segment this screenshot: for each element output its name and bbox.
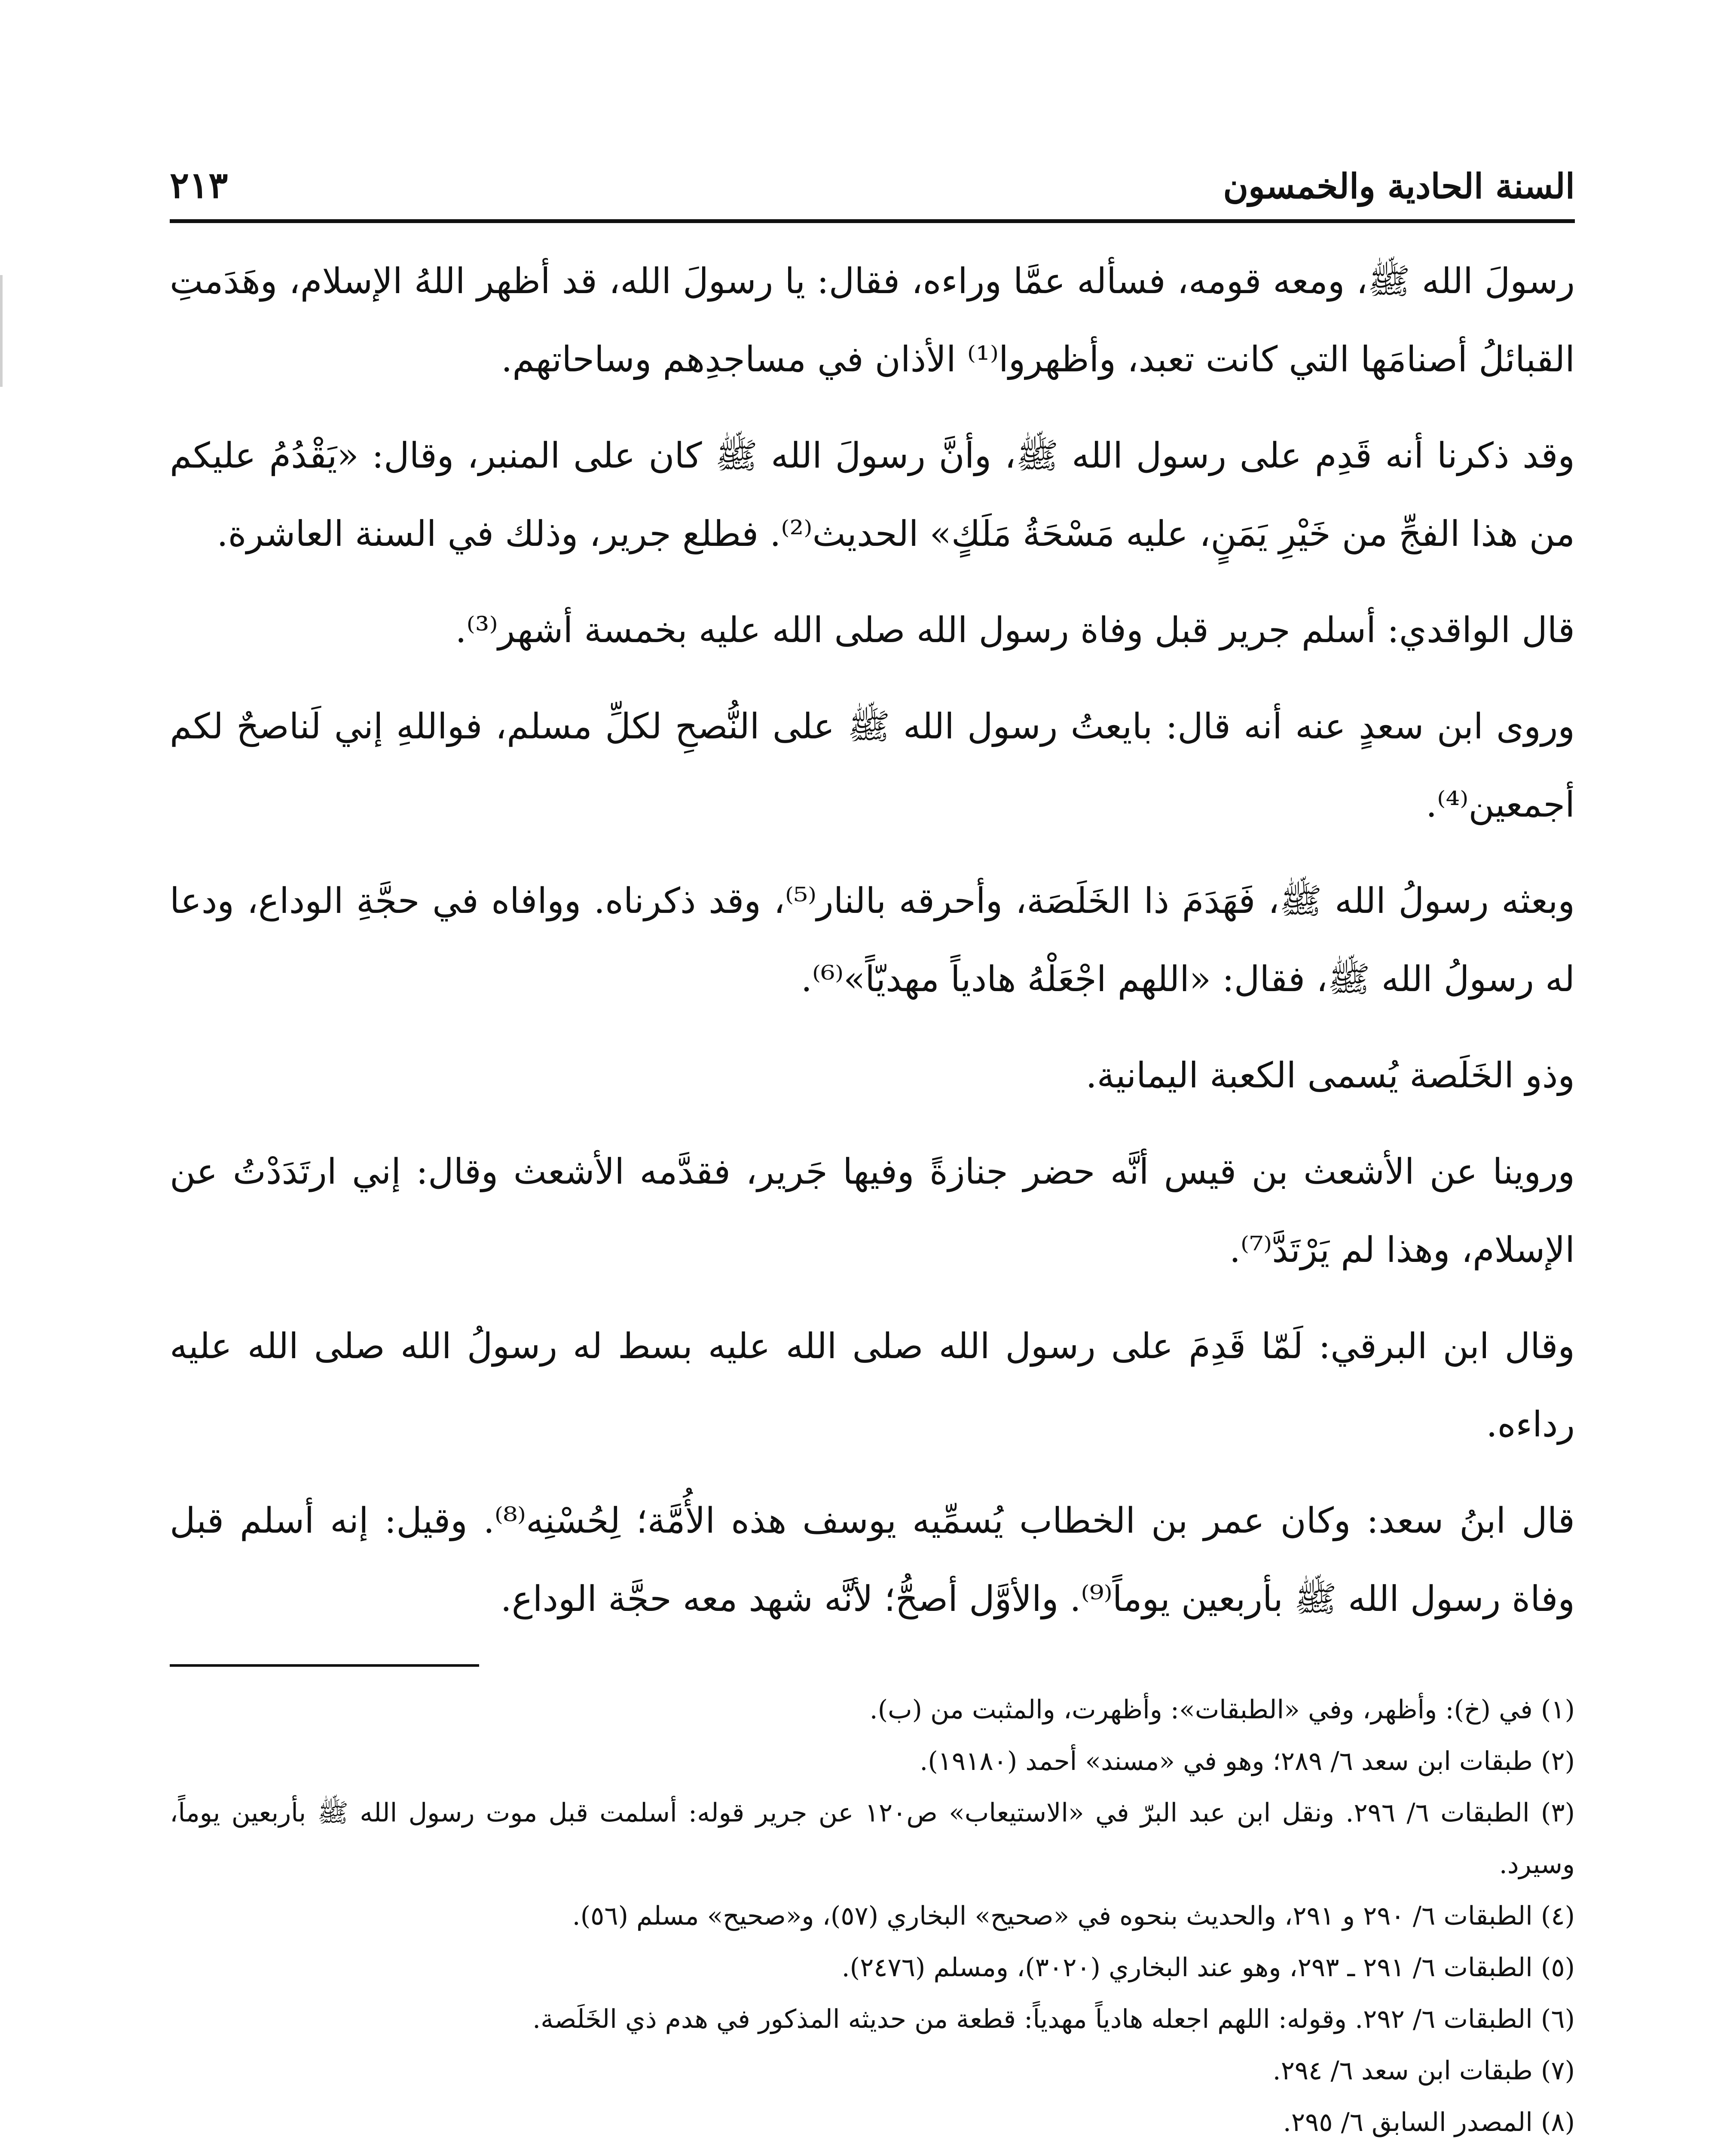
paragraph: وروى ابن سعدٍ عنه أنه قال: بايعتُ رسول الله ﷺ على النُّصحِ لكلِّ مسلم، فواللهِ إني لَناصحٌ لكم أجمعين⁽⁴⁾. [170,706,1575,825]
running-head [170,142,1575,206]
body-text [170,242,1575,1638]
running-title: السنة الحادية والخمسون [1223,166,1575,206]
footnote-item: (٣) الطبقات ٦/ ٢٩٦. ونقل ابن عبد البرّ في «الاستيعاب» ص١٢٠ عن جرير قوله: أسلمت قبل موت رسول الله ﷺ بأربعين يوماً، وسيرد. [170,1798,1575,1880]
footnote-separator [170,1664,479,1667]
footnote-item: (٢) طبقات ابن سعد ٦/ ٢٨٩؛ وهو في «مسند» أحمد (١٩١٨٠). [920,1746,1575,1776]
footnote-item: (٧) طبقات ابن سعد ٦/ ٢٩٤. [1272,2056,1575,2086]
paragraph: قال ابنُ سعد: وكان عمر بن الخطاب يُسمِّيه يوسف هذه الأُمَّة؛ لِحُسْنِه⁽⁸⁾. وقيل: إنه أسلم قبل وفاة رسول الله ﷺ بأربعين يوماً⁽⁹⁾. والأوَّل أصحُّ؛ لأنَّه شهد معه حجَّة الوداع. [170,1500,1575,1619]
footnote-item: (١) في (خ): وأظهر، وفي «الطبقات»: وأظهرت، والمثبت من (ب). [869,1695,1575,1725]
footnote-item: (٥) الطبقات ٦/ ٢٩١ ـ ٢٩٣، وهو عند البخاري (٣٠٢٠)، ومسلم (٢٤٧٦). [841,1953,1575,1983]
footnote-item: (٤) الطبقات ٦/ ٢٩٠ و ٢٩١، والحديث بنحوه في «صحيح» البخاري (٥٧)، و«صحيح» مسلم (٥٦). [572,1901,1575,1931]
header-rule [170,219,1575,223]
paragraph: وبعثه رسولُ الله ﷺ، فَهَدَمَ ذا الخَلَصَة، وأحرقه بالنار⁽⁵⁾، وقد ذكرناه. ووافاه في حجَّةِ الوداع، ودعا له رسولُ الله ﷺ، فقال: «اللهم اجْعَلْهُ هادياً مهديّاً»⁽⁶⁾. [170,881,1575,1000]
page-number: ٢١٣ [170,164,228,206]
footnotes [170,1684,1575,2149]
paragraph: وروينا عن الأشعث بن قيس أنَّه حضر جنازةً وفيها جَرير، فقدَّمه الأشعث وقال: إني ارتَدَدْتُ عن الإسلام، وهذا لم يَرْتَدَّ⁽⁷⁾. [170,1151,1575,1270]
book-page [170,142,1575,2149]
paragraph: وقد ذكرنا أنه قَدِم على رسول الله ﷺ، وأنَّ رسولَ الله ﷺ كان على المنبر، وقال: «يَقْدُمُ عليكم من هذا الفجِّ من خَيْرِ يَمَنٍ، عليه مَسْحَةُ مَلَكٍ» الحديث⁽²⁾. فطلع جرير، وذلك في السنة العاشرة. [170,435,1575,554]
scan-edge-mark [0,275,3,387]
paragraph: وقال ابن البرقي: لَمّا قَدِمَ على رسول الله صلى الله عليه بسط له رسولُ الله صلى الله عليه رداءه. [170,1326,1575,1445]
paragraph: قال الواقدي: أسلم جرير قبل وفاة رسول الله صلى الله عليه بخمسة أشهر⁽³⁾. [455,610,1575,651]
footnote-item: (٦) الطبقات ٦/ ٢٩٢. وقوله: اللهم اجعله هادياً مهدياً: قطعة من حديثه المذكور في هدم ذي الخَلَصة. [532,2004,1575,2034]
paragraph: رسولَ الله ﷺ، ومعه قومه، فسأله عمَّا وراءه، فقال: يا رسولَ الله، قد أظهر اللهُ الإسلام، وهَدَمتِ القبائلُ أصنامَها التي كانت تعبد، وأظهروا⁽¹⁾ الأذان في مساجدِهم وساحاتهم. [170,261,1575,380]
footnote-item: (٨) المصدر السابق ٦/ ٢٩٥. [1283,2107,1575,2137]
paragraph: وذو الخَلَصة يُسمى الكعبة اليمانية. [1085,1055,1575,1096]
